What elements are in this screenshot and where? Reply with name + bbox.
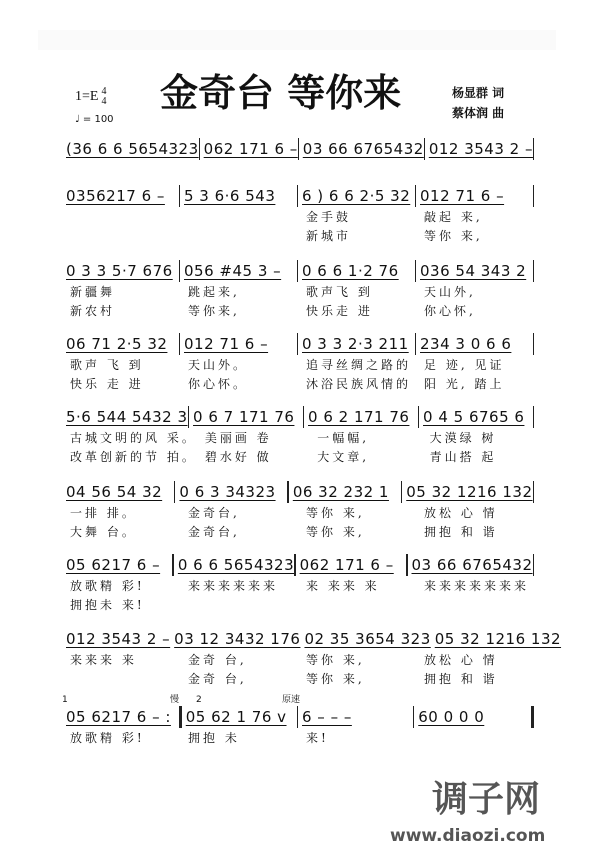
measure: 5·6 544 5432 3 xyxy=(66,408,188,426)
lyricist: 杨显群 词 xyxy=(452,86,505,100)
lyrics-line xyxy=(62,207,534,226)
lyric-segment: 大舞 台。 xyxy=(70,525,137,539)
system-6 xyxy=(62,481,534,541)
notation-line xyxy=(62,185,534,207)
notation-line xyxy=(62,481,534,503)
measure: 0 6 7 171 76 xyxy=(193,408,295,426)
lyric-segment: 青山搭 起 xyxy=(429,450,497,464)
lyrics-line xyxy=(62,728,534,747)
slow-mark: 慢 xyxy=(170,695,180,705)
lyric-segment: 金奇 台, xyxy=(188,653,247,667)
lyric-segment: 一排 排。 xyxy=(70,506,137,520)
lyric-segment: 碧水好 做 xyxy=(204,450,272,464)
measure: 0 6 6 1·2 76 xyxy=(302,262,399,280)
measure: 05 32 1216 132 xyxy=(406,483,533,501)
lyric-segment: 大文章, xyxy=(317,450,370,464)
measure: 0 6 2 171 76 xyxy=(308,408,410,426)
lyric-segment: 美丽画 卷 xyxy=(204,431,272,445)
lyric-segment: 放歌精 彩! xyxy=(70,579,145,593)
system-8 xyxy=(62,628,562,688)
measure: 056 #45 3 – xyxy=(184,262,282,280)
measure: 036 54 343 2 xyxy=(420,262,527,280)
lyric-segment: 拥抱 未 xyxy=(188,731,240,745)
system-5 xyxy=(62,406,534,466)
bar-line xyxy=(533,554,535,576)
lyric-segment: 等你来, xyxy=(188,304,240,318)
lyric-segment: 天山外。 xyxy=(188,358,249,372)
notation-line xyxy=(62,628,562,650)
volta1-mark: 1 xyxy=(62,695,68,705)
notation-line xyxy=(62,554,534,576)
measure: (36 6 6 5654323 xyxy=(66,140,199,158)
watermark-logo: 调子网 xyxy=(432,779,541,820)
watermark-url: www.diaozi.com xyxy=(390,826,546,846)
lyrics-line xyxy=(62,503,534,522)
notation-line xyxy=(62,706,534,728)
bar-line xyxy=(533,333,535,355)
measure: 0 6 6 5654323 xyxy=(177,556,295,574)
lyric-segment: 古城文明的风 采。 xyxy=(70,431,197,445)
lyrics-line xyxy=(62,301,534,320)
system-1 xyxy=(62,138,534,160)
time-signature xyxy=(101,87,106,107)
lyric-segment: 一幅幅, xyxy=(317,431,370,445)
measure: 03 12 3432 176 xyxy=(174,630,301,648)
lyric-segment: 等你 来, xyxy=(306,506,365,520)
lyrics-line xyxy=(62,595,534,614)
bar-line xyxy=(533,260,535,282)
notation-line xyxy=(62,260,534,282)
lyric-segment: 追寻丝绸之路的 xyxy=(306,358,412,372)
composer: 蔡体润 曲 xyxy=(452,106,505,120)
lyric-segment: 天山外, xyxy=(424,285,476,299)
system-3 xyxy=(62,260,534,320)
measure: 0 3 3 2·3 211 xyxy=(302,335,409,353)
lyrics-line xyxy=(62,447,534,466)
tempo: ♩ = 100 xyxy=(75,114,114,125)
measure: 062 171 6 – xyxy=(203,140,298,158)
lyric-segment: 新城市 xyxy=(306,229,352,243)
lyric-segment: 拥抱未 来! xyxy=(70,598,145,612)
key-signature xyxy=(75,86,106,108)
lyric-segment: 等你 来, xyxy=(306,653,365,667)
bar-line xyxy=(533,481,535,503)
lyrics-line xyxy=(62,428,534,447)
lyric-segment: 等你 来, xyxy=(424,229,483,243)
measure: 0 6 3 34323 xyxy=(179,483,276,501)
measure: 03 66 6765432 xyxy=(411,556,533,574)
bar-line xyxy=(533,138,534,160)
measure: 062 171 6 – xyxy=(299,556,394,574)
measure: 0 4 5 6765 6 xyxy=(423,408,525,426)
measure: 06 71 2·5 32 xyxy=(66,335,168,353)
lyric-segment: 金手鼓 xyxy=(306,210,352,224)
system-4 xyxy=(62,333,534,393)
bar-line xyxy=(533,185,535,207)
system-9 xyxy=(62,695,534,747)
bar-line xyxy=(531,706,534,728)
measure: 06 32 232 1 xyxy=(292,483,389,501)
measure: 6 – – – xyxy=(302,708,352,726)
header-band xyxy=(38,30,556,50)
resume-mark: 原速 xyxy=(282,695,301,705)
measure: 5 3 6·6 543 xyxy=(184,187,276,205)
measure: 012 3543 2 – xyxy=(66,630,171,648)
lyric-segment: 改革创新的节 拍。 xyxy=(70,450,197,464)
lyric-segment: 足 迹, 见证 xyxy=(424,358,505,372)
lyrics-line xyxy=(62,374,534,393)
lyric-segment: 沐浴民族风情的 xyxy=(306,377,412,391)
lyric-segment: 金奇 台, xyxy=(188,672,247,686)
lyric-segment: 大漠绿 树 xyxy=(429,431,497,445)
lyric-segment: 你心怀。 xyxy=(188,377,249,391)
lyric-segment: 拥抱 和 谐 xyxy=(424,525,498,539)
lyrics-line xyxy=(62,355,534,374)
lyrics-line xyxy=(62,226,534,245)
volta2-mark: 2 xyxy=(196,695,202,705)
measure: 05 32 1216 132 xyxy=(434,630,562,648)
time-bottom: 4 xyxy=(101,95,107,107)
lyric-segment: 拥抱 和 谐 xyxy=(424,672,498,686)
lyric-segment: 放松 心 情 xyxy=(424,506,498,520)
notation-line xyxy=(62,333,534,355)
measure: 60 0 0 0 xyxy=(418,708,485,726)
measure: 012 71 6 – xyxy=(420,187,505,205)
lyric-segment: 来! xyxy=(306,731,329,745)
measure: 0 3 3 5·7 676 xyxy=(66,262,173,280)
system-7 xyxy=(62,554,534,614)
measure: 05 6217 6 – : xyxy=(66,708,171,726)
lyric-segment: 等你 来, xyxy=(306,672,365,686)
lyric-segment: 新农村 xyxy=(70,304,116,318)
lyric-segment: 放歌精 彩! xyxy=(70,731,145,745)
lyric-segment: 等你 来, xyxy=(306,525,365,539)
system-2 xyxy=(62,185,534,245)
key: 1=E xyxy=(75,89,99,104)
lyrics-line xyxy=(62,576,534,595)
measure: 03 66 6765432 xyxy=(302,140,424,158)
lyric-segment: 金奇台, xyxy=(188,506,240,520)
lyric-segment: 敲起 来, xyxy=(424,210,483,224)
lyric-segment: 快乐 走 进 xyxy=(70,377,144,391)
lyric-segment: 金奇台, xyxy=(188,525,240,539)
lyric-segment: 阳 光, 踏上 xyxy=(424,377,505,391)
lyrics-line xyxy=(62,282,534,301)
time-top: 4 xyxy=(101,85,107,97)
measure: 02 35 3654 323 xyxy=(304,630,431,648)
bar-line xyxy=(533,406,535,428)
song-title: 金奇台 等你来 xyxy=(160,70,402,115)
lyrics-line xyxy=(62,650,534,669)
lyric-segment: 来来来 来 xyxy=(70,653,137,667)
lyric-segment: 跳起来, xyxy=(188,285,240,299)
measure: 012 3543 2 – xyxy=(428,140,533,158)
lyric-segment: 来来来来来来来 xyxy=(424,579,530,593)
lyric-segment: 歌声 飞 到 xyxy=(70,358,144,372)
measure: 234 3 0 6 6 xyxy=(420,335,512,353)
lyric-segment: 放松 心 情 xyxy=(424,653,498,667)
lyrics-line xyxy=(62,669,534,688)
lyric-segment: 新疆舞 xyxy=(70,285,116,299)
lyric-segment: 来来来来来来 xyxy=(188,579,279,593)
notation-line xyxy=(62,138,534,160)
measure: 0356217 6 – xyxy=(66,187,165,205)
measure: 012 71 6 – xyxy=(184,335,269,353)
measure: 04 56 54 32 xyxy=(66,483,163,501)
lyric-segment: 歌声飞 到 xyxy=(306,285,373,299)
lyric-segment: 快乐走 进 xyxy=(306,304,373,318)
notation-line xyxy=(62,406,534,428)
measure: 6 ) 6 6 2·5 32 xyxy=(302,187,411,205)
measure: 05 6217 6 – xyxy=(66,556,161,574)
measure: 05 62 1 76 v xyxy=(185,708,287,726)
lyric-segment: 你心怀, xyxy=(424,304,476,318)
lyric-segment: 来 来来 来 xyxy=(306,579,380,593)
lyrics-line xyxy=(62,522,534,541)
